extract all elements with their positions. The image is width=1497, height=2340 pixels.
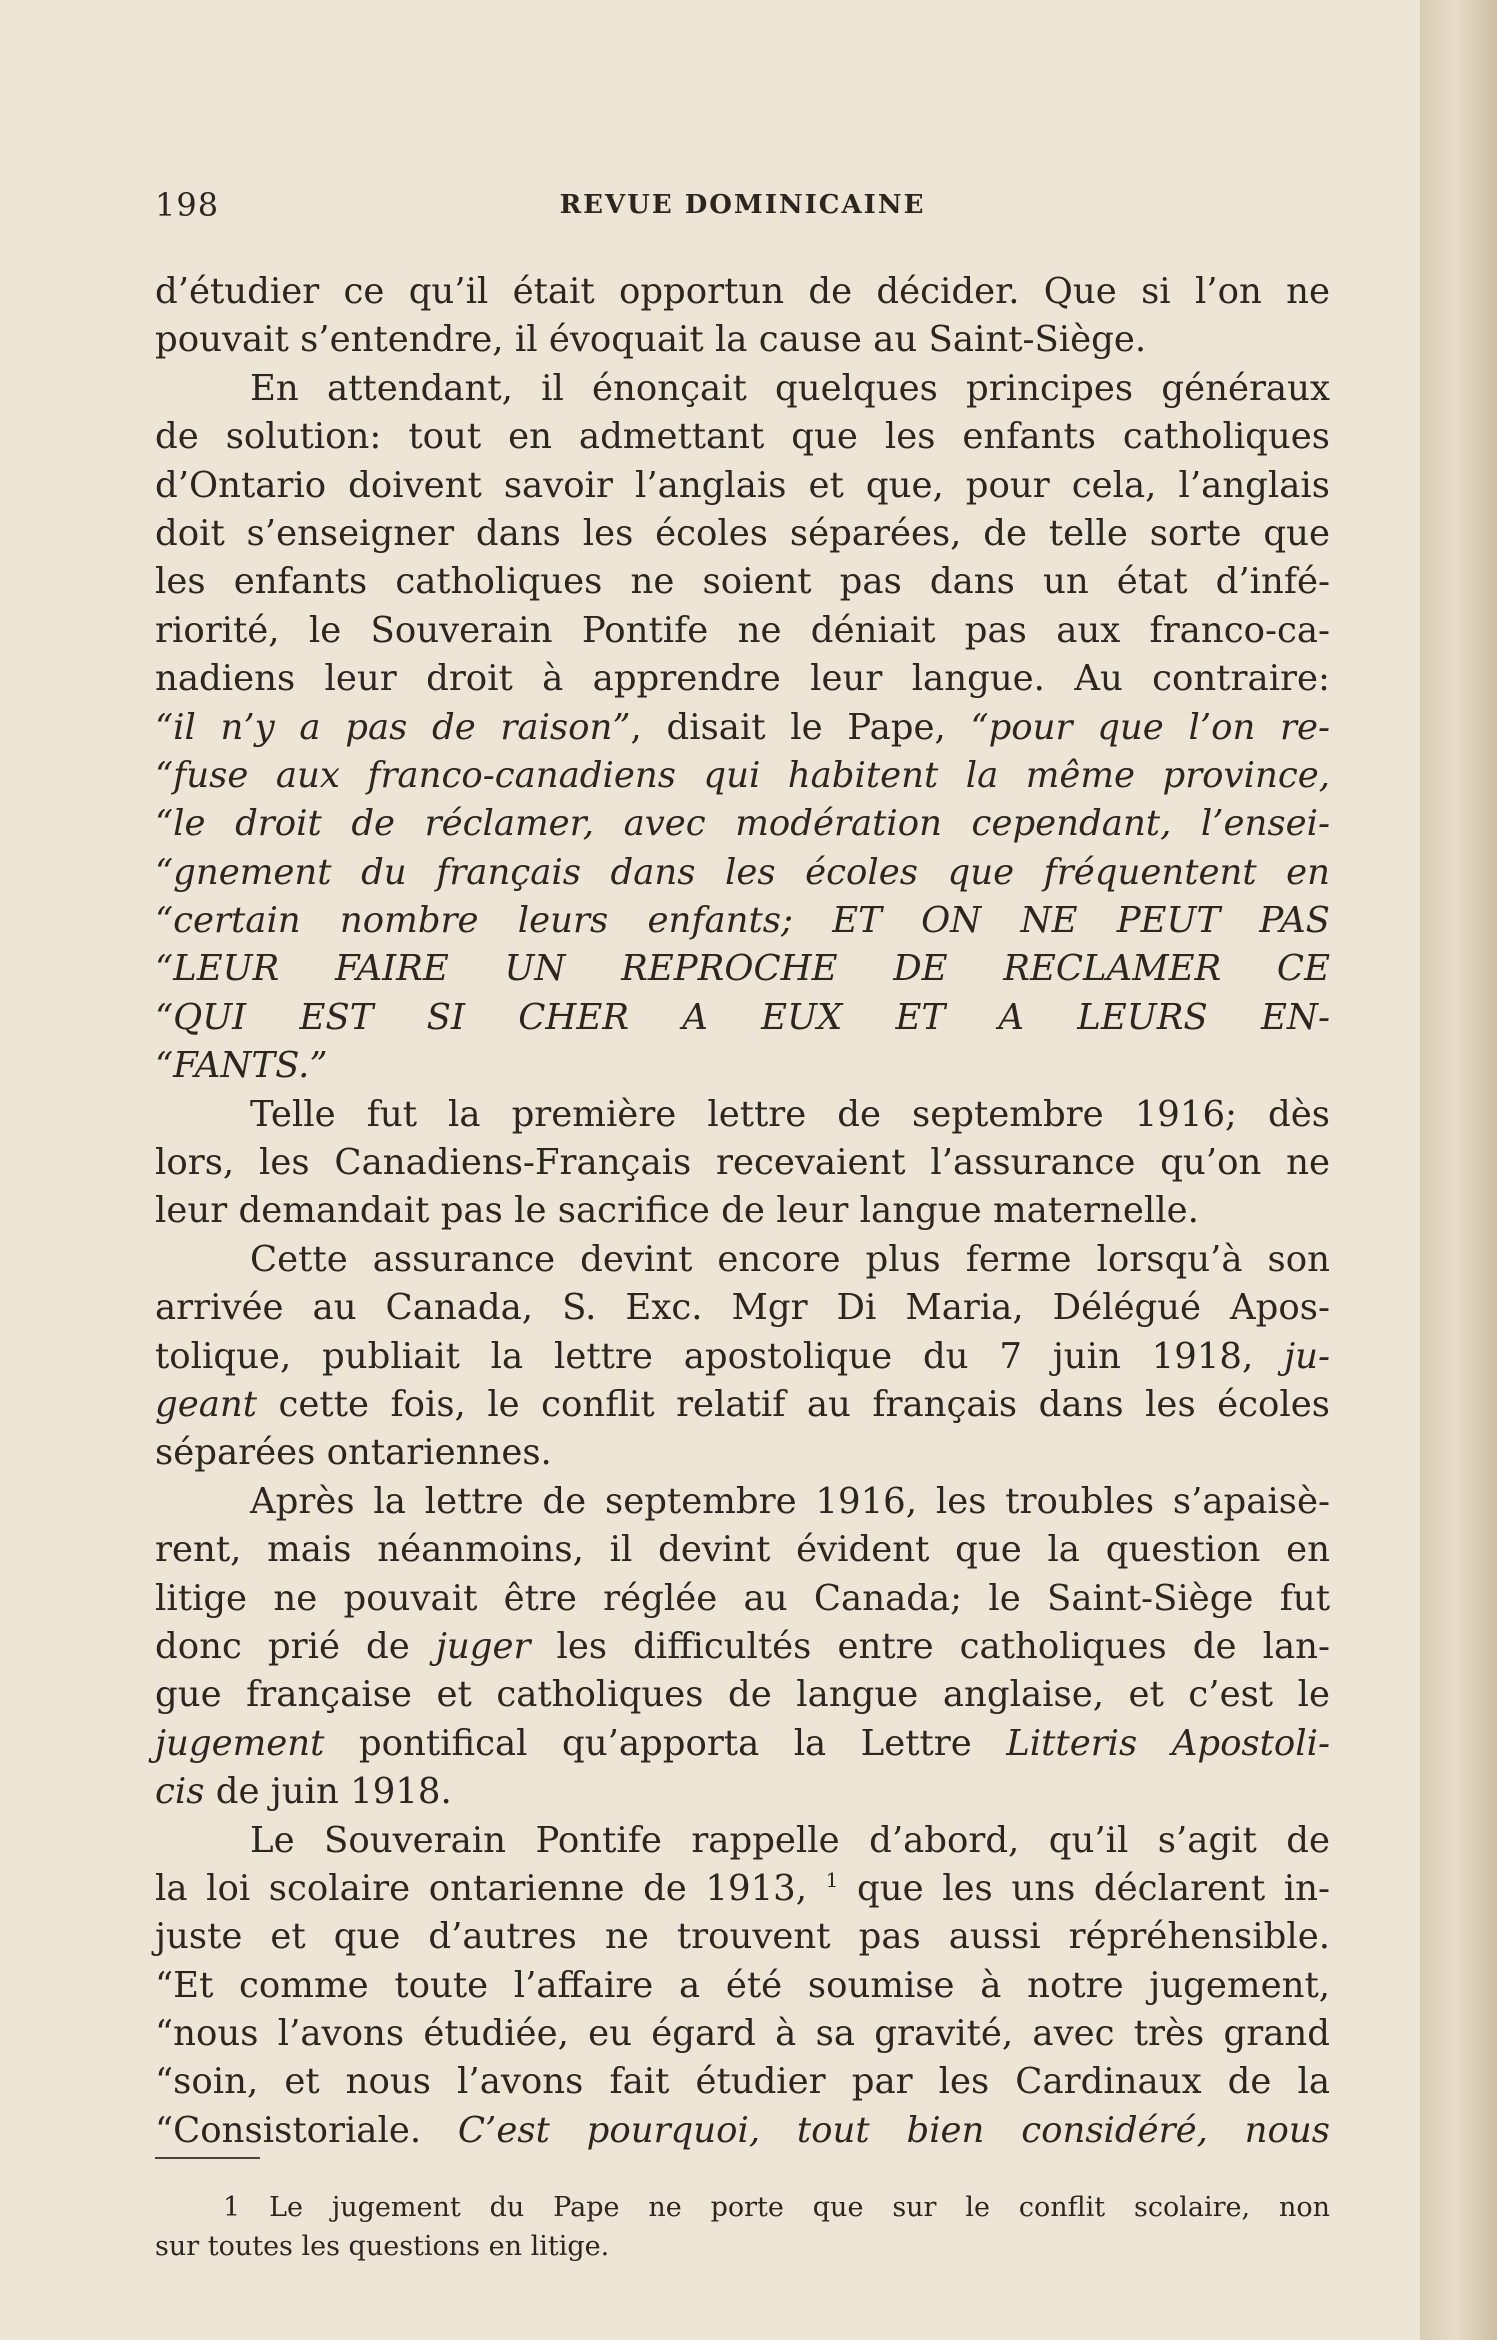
text-run: donc prié de xyxy=(155,1625,436,1667)
text-run: arrivée au Canada, S. Exc. Mgr Di Maria, Délégué Apos- xyxy=(155,1287,1330,1329)
text-line xyxy=(155,1817,1330,1865)
text-run: que les uns déclarent in- xyxy=(838,1867,1330,1909)
body-text xyxy=(155,268,1330,2155)
text-run: “QUI EST SI CHER A EUX ET A LEURS EN- xyxy=(155,996,1330,1038)
text-run: Le Souverain Pontife rappelle d’abord, qu’il s’agit de xyxy=(250,1819,1330,1861)
text-run: riorité, le Souverain Pontife ne déniait pas aux franco-ca- xyxy=(155,609,1330,651)
text-line xyxy=(155,1333,1330,1381)
text-run: la loi scolaire ontarienne de 1913, xyxy=(155,1867,826,1909)
text-run: tolique, publiait la lettre apostolique du 7 juin 1918, xyxy=(155,1335,1285,1377)
text-line xyxy=(155,945,1330,993)
text-run: nadiens leur droit à apprendre leur langue. Au contraire: xyxy=(155,658,1330,700)
text-run: cis xyxy=(155,1771,205,1813)
text-run: de solution: tout en admettant que les enfants catholiques xyxy=(155,416,1330,458)
text-run: sur toutes les questions en litige. xyxy=(155,2231,610,2262)
text-line xyxy=(155,1478,1330,1526)
text-run: leur demandait pas le sacrifice de leur langue maternelle. xyxy=(155,1190,1199,1232)
text-line xyxy=(155,1865,1330,1913)
text-line xyxy=(155,1139,1330,1187)
text-line xyxy=(155,1962,1330,2010)
text-line xyxy=(155,413,1330,461)
text-run: Litteris Apostoli- xyxy=(1006,1722,1330,1764)
text-run: de juin 1918. xyxy=(204,1771,452,1813)
text-run: “Consistoriale. xyxy=(155,2109,458,2151)
text-line xyxy=(155,1671,1330,1719)
text-run: “Et comme toute l’affaire a été soumise à notre jugement, xyxy=(155,1964,1330,2006)
text-run: d’Ontario doivent savoir l’anglais et que, pour cela, l’anglais xyxy=(155,464,1330,506)
text-line xyxy=(155,1720,1330,1768)
text-line xyxy=(155,800,1330,848)
text-line xyxy=(155,1526,1330,1574)
text-run: les enfants catholiques ne soient pas dans un état d’infé- xyxy=(155,561,1330,603)
text-line xyxy=(155,1042,1330,1090)
text-line xyxy=(155,897,1330,945)
page-edge xyxy=(1420,0,1497,2340)
text-run: litige ne pouvait être réglée au Canada; le Saint-Siège fut xyxy=(155,1577,1330,1619)
text-line xyxy=(155,704,1330,752)
text-run: ju- xyxy=(1284,1335,1330,1377)
text-line xyxy=(155,2058,1330,2106)
page-number: 198 xyxy=(155,186,220,224)
running-head xyxy=(155,186,1330,236)
text-line xyxy=(155,558,1330,606)
text-line xyxy=(155,1623,1330,1671)
footnote-marker: 1 xyxy=(825,1868,839,1893)
text-line xyxy=(155,1381,1330,1429)
text-line xyxy=(155,1429,1330,1477)
text-line xyxy=(155,1091,1330,1139)
running-title: REVUE DOMINICAINE xyxy=(559,190,926,220)
footnote-line xyxy=(155,2188,1330,2227)
text-run: “nous l’avons étudiée, eu égard à sa gravité, avec très grand xyxy=(155,2013,1330,2055)
text-run: geant xyxy=(155,1383,258,1425)
text-run: gue française et catholiques de langue anglaise, et c’est le xyxy=(155,1674,1330,1716)
text-run: rent, mais néanmoins, il devint évident que la question en xyxy=(155,1529,1330,1571)
text-run: Le jugement du Pape ne porte que sur le conflit scolaire, non xyxy=(240,2192,1330,2223)
footnote-rule xyxy=(155,2157,260,2159)
text-run: “il n’y a pas de raison” xyxy=(155,706,631,748)
text-run: “certain nombre leurs enfants; ET ON NE PEUT PAS xyxy=(155,900,1330,942)
text-run: “gnement du français dans les écoles que fréquentent en xyxy=(155,851,1330,893)
text-run: “pour que l’on re- xyxy=(970,706,1330,748)
text-run: d’étudier ce qu’il était opportun de décider. Que si l’on ne xyxy=(155,271,1330,312)
text-line xyxy=(155,1284,1330,1332)
text-run: Telle fut la première lettre de septembre 1916; dès xyxy=(250,1093,1330,1135)
text-run: Après la lettre de septembre 1916, les troubles s’apaisè- xyxy=(250,1480,1330,1522)
text-line xyxy=(155,994,1330,1042)
text-run: , disait le Pape, xyxy=(630,706,971,748)
text-run: “FANTS.” xyxy=(155,1045,328,1087)
text-run: “fuse aux franco-canadiens qui habitent la même province, xyxy=(155,754,1330,796)
text-line xyxy=(155,1575,1330,1623)
text-run: juste et que d’autres ne trouvent pas aussi répréhensible. xyxy=(155,1916,1330,1958)
text-line xyxy=(155,462,1330,510)
text-line xyxy=(155,268,1330,316)
text-run: juger xyxy=(435,1625,531,1667)
text-run: Cette assurance devint encore plus ferme lorsqu’à son xyxy=(250,1238,1330,1280)
text-run: séparées ontariennes. xyxy=(155,1432,552,1474)
text-line xyxy=(155,1768,1330,1816)
text-line xyxy=(155,1236,1330,1284)
text-line xyxy=(155,316,1330,364)
text-run: “LEUR FAIRE UN REPROCHE DE RECLAMER CE xyxy=(155,948,1330,990)
text-run: les difficultés entre catholiques de lan- xyxy=(530,1625,1330,1667)
text-line xyxy=(155,1913,1330,1961)
text-line xyxy=(155,2010,1330,2058)
text-run: pouvait s’entendre, il évoquait la cause au Saint-Siège. xyxy=(155,319,1147,361)
text-run: En attendant, il énonçait quelques principes généraux xyxy=(250,367,1330,409)
footnote-number: 1 xyxy=(223,2192,241,2223)
text-run: jugement xyxy=(155,1722,325,1764)
text-line xyxy=(155,365,1330,413)
text-run: lors, les Canadiens-Français recevaient l’assurance qu’on ne xyxy=(155,1142,1330,1184)
text-line xyxy=(155,849,1330,897)
text-line xyxy=(155,510,1330,558)
text-line xyxy=(155,655,1330,703)
footnote-line xyxy=(155,2227,1330,2266)
text-run: cette fois, le conflit relatif au français dans les écoles xyxy=(257,1383,1330,1425)
text-run: pontifical qu’apporta la Lettre xyxy=(324,1722,1007,1764)
text-run: C’est pourquoi, tout bien considéré, nous xyxy=(457,2109,1330,2151)
text-line xyxy=(155,2107,1330,2155)
text-line xyxy=(155,607,1330,655)
text-run: “le droit de réclamer, avec modération cependant, l’ensei- xyxy=(155,803,1330,845)
text-run: doit s’enseigner dans les écoles séparées, de telle sorte que xyxy=(155,512,1330,554)
text-line xyxy=(155,752,1330,800)
text-line xyxy=(155,1187,1330,1235)
text-run: “soin, et nous l’avons fait étudier par les Cardinaux de la xyxy=(155,2061,1330,2103)
footnotes xyxy=(155,2188,1330,2266)
